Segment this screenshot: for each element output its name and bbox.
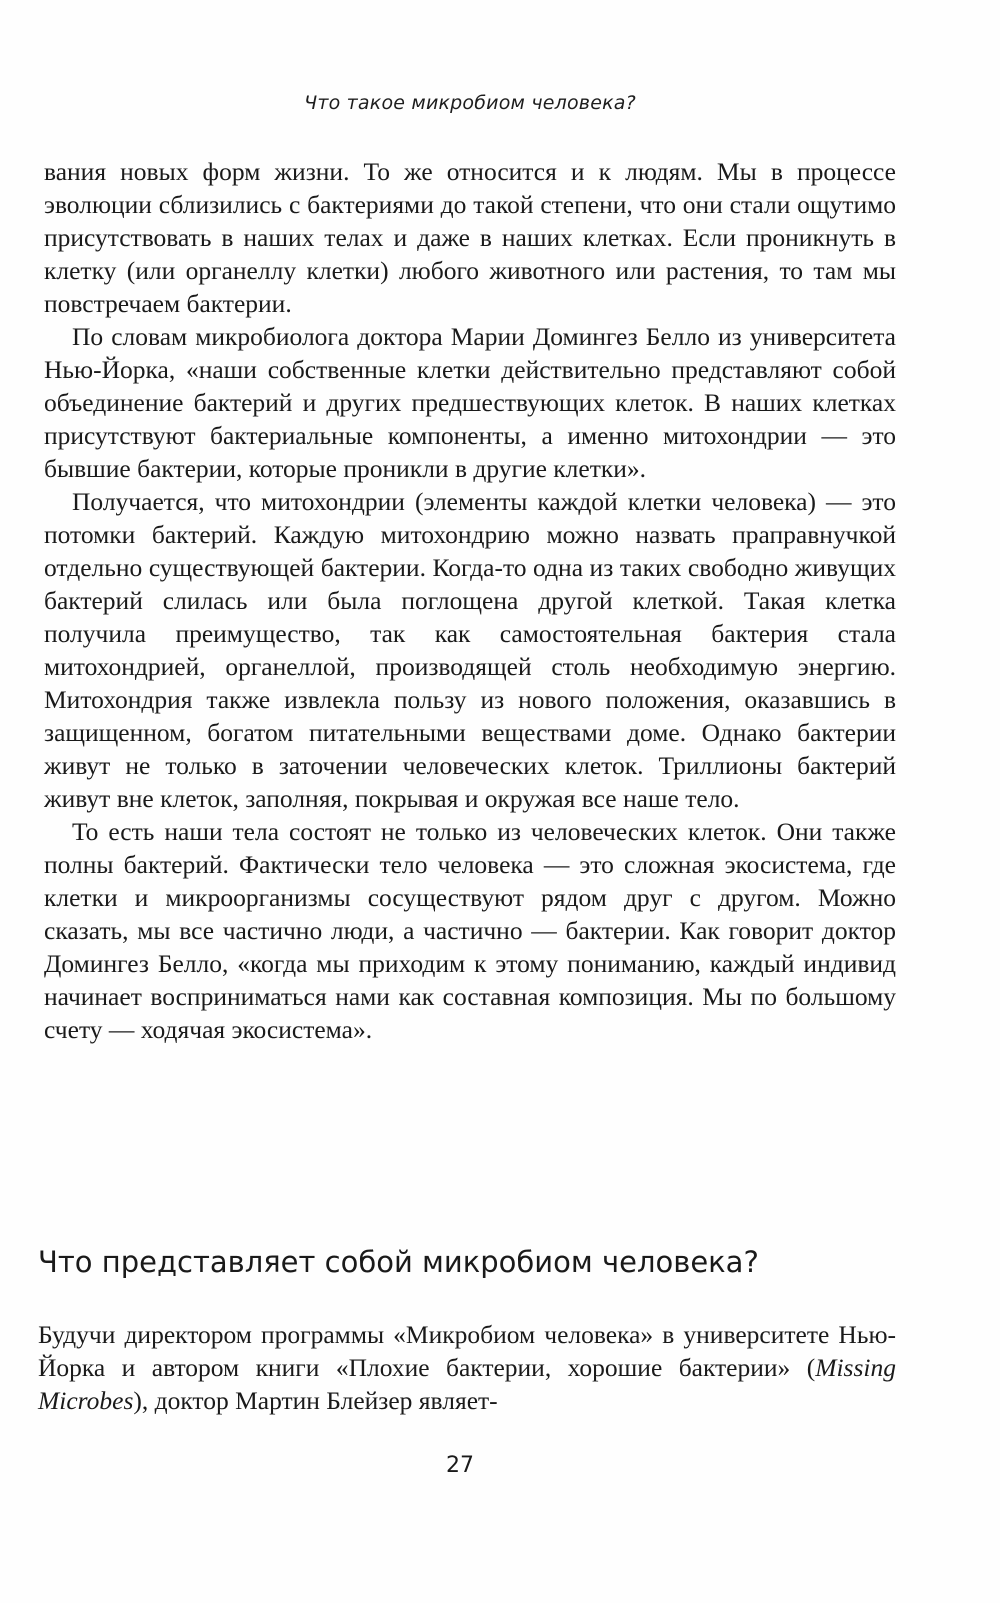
paragraph-4: То есть наши тела состоят не только из человеческих клеток. Они также полны бактерий. Фактически тело человека — это сложная экосистема, где клетки и микроорганизмы сосуществуют рядом друг с другом. Можно сказать, мы все частично люди, а частично — бактерии. Как говорит доктор Домингез Белло, «когда мы приходим к этому пониманию, каждый индивид начинает восприниматься нами как составная композиция. Мы по большому счету — ходячая экосистема». (44, 817, 896, 1044)
book-title-italic: Missing Microbes (38, 1353, 896, 1415)
paragraph-1: вания новых форм жизни. То же относится и к людям. Мы в процессе эволюции сблизились с бактериями до такой степени, что они стали ощутимо присутствовать в наших телах и даже в наших клетках. Если проникнуть в клетку (или органеллу клетки) любого животного или растения, то там мы повстречаем бактерии. (44, 157, 896, 318)
paragraph-2: По словам микробиолога доктора Марии Домингез Белло из университета Нью-Йорка, «наши собственные клетки действительно представляют собой объединение бактерий и других предшествующих клеток. В наших клетках присутствуют бактериальные компоненты, а именно митохондрии — это бывшие бактерии, которые проникли в другие клетки». (44, 322, 896, 483)
paragraph-3: Получается, что митохондрии (элементы каждой клетки человека) — это потомки бактерий. Каждую митохондрию можно назвать праправнучкой отдельно существующей бактерии. Когда-то одна из таких свободно живущих бактерий слилась или была поглощена другой клеткой. Такая клетка получила преимущество, так как самостоятельная бактерия стала митохондрией, органеллой, производящей столь необходимую энергию. Митохондрия также извлекла пользу из нового положения, оказавшись в защищенном, богатом питательными веществами доме. Однако бактерии живут не только в заточении человеческих клеток. Триллионы бактерий живут вне клеток, заполняя, покрывая и окружая все наше тело. (44, 487, 896, 813)
section-text (38, 1318, 896, 1417)
section-text-end: ), доктор Мартин Блейзер являет- (133, 1386, 498, 1415)
page-number: 27 (446, 1453, 474, 1478)
section-heading: Что представляет собой микробиом человека? (38, 1245, 759, 1279)
section-text-start: Будучи директором программы «Микробиом человека» в университете Нью-Йорка и автором книги «Плохие бактерии, хорошие бактерии» ( (38, 1320, 896, 1382)
section-paragraph (38, 1318, 896, 1417)
body-text (44, 155, 896, 1046)
running-head: Что такое микробиом человека? (304, 92, 636, 114)
